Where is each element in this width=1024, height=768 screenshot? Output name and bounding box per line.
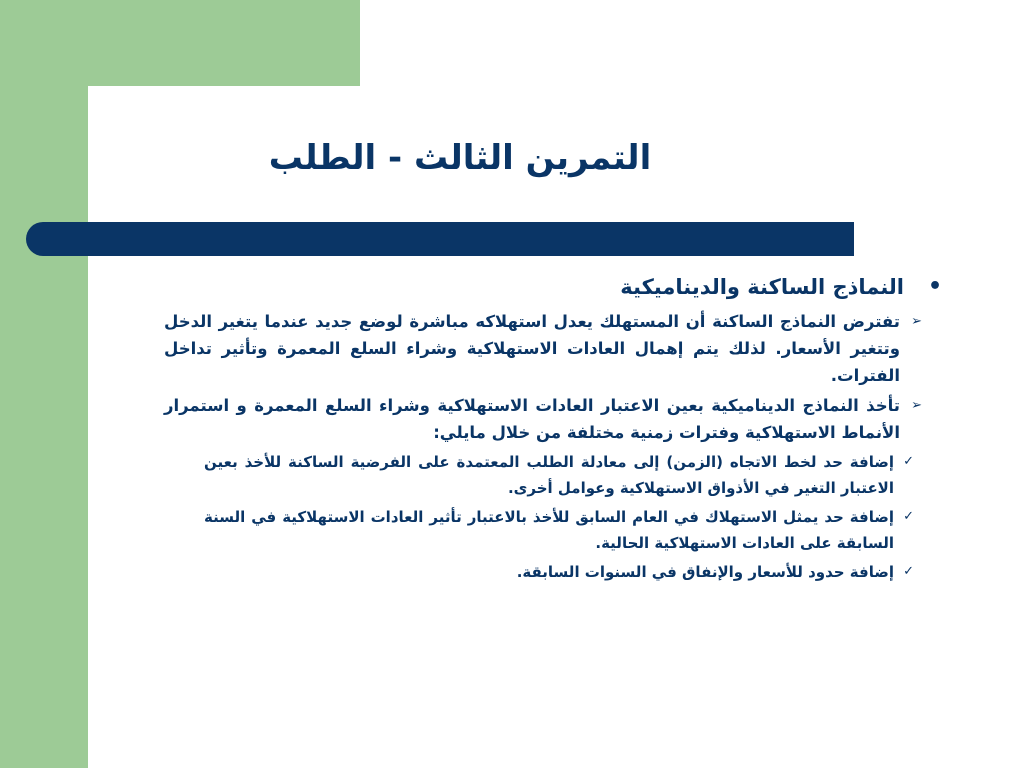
point-static-models <box>164 308 920 389</box>
slide-content <box>100 270 942 588</box>
arrow-bullet-icon: ➢ <box>911 398 922 413</box>
subpoint-lagged-consumption <box>204 504 920 556</box>
section-heading: النماذج الساكنة والديناميكية <box>620 275 904 299</box>
heading-bullet <box>100 270 942 304</box>
point-text: تأخذ النماذج الديناميكية بعين الاعتبار العادات الاستهلاكية وشراء السلع المعمرة و استمرار الأنماط الاستهلاكية وفترات زمنية مختلفة من خلال مايلي: <box>164 396 900 442</box>
checkmark-icon: ✓ <box>903 454 914 469</box>
left-green-band <box>0 0 88 768</box>
checkmark-icon: ✓ <box>903 564 914 579</box>
top-green-block <box>0 0 360 86</box>
arrow-bullet-icon: ➢ <box>911 314 922 329</box>
point-dynamic-models <box>164 392 920 446</box>
subpoint-text: إضافة حدود للأسعار والإنفاق في السنوات السابقة. <box>516 563 894 581</box>
bullet-icon: • <box>927 274 942 299</box>
slide-title: التمرين الثالث - الطلب <box>268 138 652 178</box>
title-divider-bar <box>26 222 854 256</box>
checkmark-icon: ✓ <box>903 509 914 524</box>
subpoint-lagged-prices <box>204 559 920 585</box>
subpoint-trend-term <box>204 449 920 501</box>
point-text: تفترض النماذج الساكنة أن المستهلك يعدل استهلاكه مباشرة لوضع جديد عندما يتغير الدخل وتتغير الأسعار. لذلك يتم إهمال العادات الاستهلاكية وشراء السلع المعمرة وتأثير تداخل الفترات. <box>164 312 900 385</box>
subpoint-text: إضافة حد لخط الاتجاه (الزمن) إلى معادلة الطلب المعتمدة على الفرضية الساكنة للأخذ بعين الاعتبار التغير في الأذواق الاستهلاكية وعوامل أخرى. <box>204 453 894 497</box>
subpoint-text: إضافة حد يمثل الاستهلاك في العام السابق للأخذ بالاعتبار تأثير العادات الاستهلاكية في السنة السابقة على العادات الاستهلاكية الحالية. <box>204 508 894 552</box>
